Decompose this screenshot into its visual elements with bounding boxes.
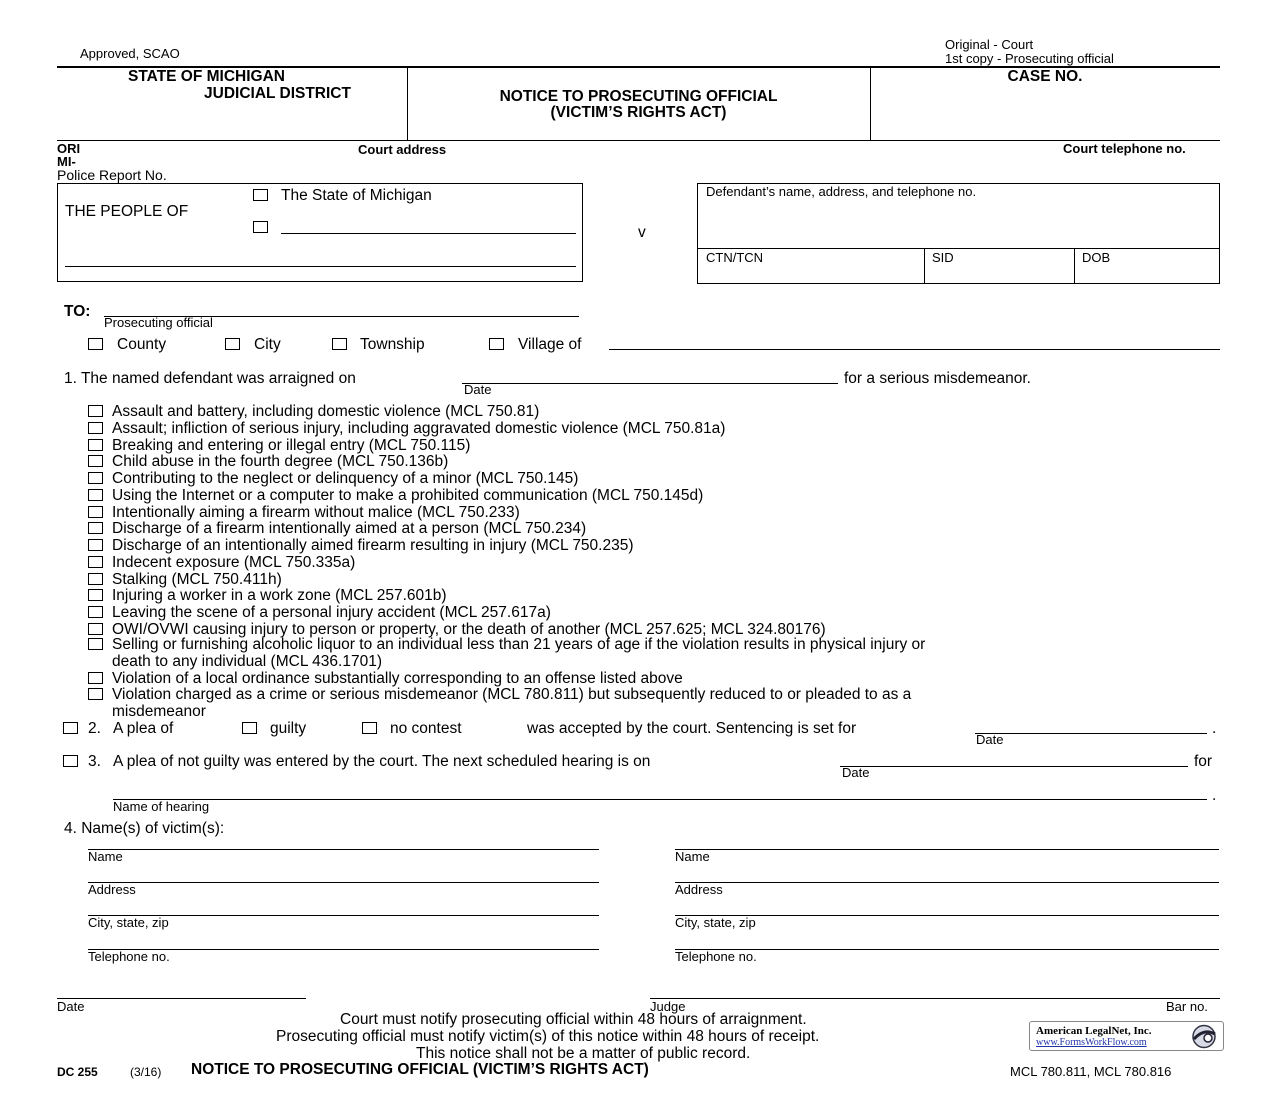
form-title-line2: (VICTIM’S RIGHTS ACT) bbox=[550, 104, 727, 121]
logo-globe-icon bbox=[1188, 1024, 1220, 1049]
offense-reduced-line2: misdemeanor bbox=[112, 703, 206, 720]
other-plaintiff-field[interactable] bbox=[281, 233, 576, 234]
item3-number: 3. bbox=[88, 753, 101, 770]
village-checkbox[interactable] bbox=[489, 338, 504, 350]
township-checkbox[interactable] bbox=[332, 338, 347, 350]
case-no-label: CASE NO. bbox=[1007, 68, 1083, 85]
item1-text-after: for a serious misdemeanor. bbox=[844, 370, 1031, 387]
plaintiff-extra-field[interactable] bbox=[65, 266, 576, 267]
victim2-name-field[interactable] bbox=[675, 849, 1219, 850]
victim2-address-label: Address bbox=[675, 882, 723, 897]
offense-checkbox-local[interactable] bbox=[88, 672, 103, 684]
offense-checkbox[interactable] bbox=[88, 556, 103, 568]
victim1-address-field[interactable] bbox=[88, 882, 599, 883]
people-of-label: THE PEOPLE OF bbox=[65, 203, 189, 220]
offense-label: Indecent exposure (MCL 750.335a) bbox=[112, 554, 356, 571]
offense-checkbox[interactable] bbox=[88, 506, 103, 518]
sid-dob-divider bbox=[1074, 249, 1075, 283]
offense-label: Assault and battery, including domestic violence (MCL 750.81) bbox=[112, 403, 540, 420]
item3-period: . bbox=[1212, 787, 1217, 804]
victim2-telephone-label: Telephone no. bbox=[675, 949, 757, 964]
offense-checkbox-liquor[interactable] bbox=[88, 638, 103, 650]
victim2-city-field[interactable] bbox=[675, 915, 1219, 916]
hearing-date-label: Date bbox=[842, 765, 870, 780]
state-of-michigan-label: The State of Michigan bbox=[281, 187, 432, 204]
offense-label: Discharge of an intentionally aimed firearm resulting in injury (MCL 750.235) bbox=[112, 537, 634, 554]
defendant-box-divider bbox=[697, 248, 1220, 249]
state-label: STATE OF MICHIGAN bbox=[128, 68, 285, 85]
sentencing-date-field[interactable] bbox=[975, 733, 1207, 734]
judge-signature-field[interactable] bbox=[650, 998, 1220, 999]
offense-label: Breaking and entering or illegal entry (MCL 750.115) bbox=[112, 437, 471, 454]
signature-date-field[interactable] bbox=[57, 998, 306, 999]
county-checkbox[interactable] bbox=[88, 338, 103, 350]
offense-liquor-line2: death to any individual (MCL 436.1701) bbox=[112, 653, 382, 670]
item2-period: . bbox=[1212, 720, 1217, 737]
arraignment-date-field[interactable] bbox=[462, 383, 838, 384]
court-telephone-label: Court telephone no. bbox=[1063, 141, 1186, 156]
guilty-label: guilty bbox=[270, 720, 307, 737]
offense-checkbox[interactable] bbox=[88, 606, 103, 618]
mi-label: MI- bbox=[57, 154, 76, 169]
notice-line3: This notice shall not be a matter of public record. bbox=[416, 1045, 751, 1062]
form-title-line1: NOTICE TO PROSECUTING OFFICIAL bbox=[499, 88, 778, 105]
footer-mcl: MCL 780.811, MCL 780.816 bbox=[1010, 1064, 1172, 1079]
versus-label: v bbox=[638, 224, 646, 241]
dob-label: DOB bbox=[1082, 250, 1111, 265]
hearing-date-field[interactable] bbox=[840, 766, 1188, 767]
sentencing-date-label: Date bbox=[976, 732, 1004, 747]
offense-label: Contributing to the neglect or delinquency of a minor (MCL 750.145) bbox=[112, 470, 579, 487]
offense-label: Assault; infliction of serious injury, including aggravated domestic violence (MCL 750.81a) bbox=[112, 420, 726, 437]
bar-no-label: Bar no. bbox=[1166, 999, 1208, 1014]
accepted-text: was accepted by the court. Sentencing is set for bbox=[527, 720, 857, 737]
notice-line1: Court must notify prosecuting official within 48 hours of arraignment. bbox=[340, 1011, 807, 1028]
form-number: DC 255 bbox=[57, 1065, 98, 1079]
item4-title: 4. Name(s) of victim(s): bbox=[64, 820, 225, 837]
offense-checkbox[interactable] bbox=[88, 455, 103, 467]
header-bottom-rule bbox=[57, 140, 1220, 141]
offense-checkbox[interactable] bbox=[88, 489, 103, 501]
offense-checkbox[interactable] bbox=[88, 623, 103, 635]
copy-original-text: Original - Court bbox=[945, 37, 1034, 52]
victim1-name-field[interactable] bbox=[88, 849, 599, 850]
victim1-telephone-label: Telephone no. bbox=[88, 949, 170, 964]
legalnet-logo[interactable] bbox=[1029, 1021, 1224, 1051]
hearing-name-field[interactable] bbox=[113, 799, 1207, 800]
offense-label: OWI/OVWI causing injury to person or property, or the death of another (MCL 257.625; MCL 324.80176) bbox=[112, 621, 826, 638]
offense-label: Child abuse in the fourth degree (MCL 750.136b) bbox=[112, 453, 449, 470]
offense-checkbox[interactable] bbox=[88, 422, 103, 434]
offense-checkbox-reduced[interactable] bbox=[88, 688, 103, 700]
plea-of-label: A plea of bbox=[113, 720, 174, 737]
form-revision: (3/16) bbox=[130, 1065, 162, 1079]
victim2-name-label: Name bbox=[675, 849, 710, 864]
city-label: City bbox=[254, 336, 281, 353]
court-address-label: Court address bbox=[358, 142, 447, 157]
sid-label: SID bbox=[932, 250, 954, 265]
state-of-michigan-checkbox[interactable] bbox=[253, 189, 268, 201]
guilty-checkbox[interactable] bbox=[242, 722, 257, 734]
logo-company-name: American LegalNet, Inc. bbox=[1036, 1025, 1152, 1037]
offense-checkbox[interactable] bbox=[88, 405, 103, 417]
township-label: Township bbox=[360, 336, 425, 353]
offense-reduced-line1: Violation charged as a crime or serious misdemeanor (MCL 780.811) but subsequently reduced to or pleaded to as a bbox=[112, 686, 912, 703]
offense-checkbox[interactable] bbox=[88, 573, 103, 585]
item2-number: 2. bbox=[88, 720, 101, 737]
arraignment-date-label: Date bbox=[464, 382, 492, 397]
victim2-address-field[interactable] bbox=[675, 882, 1219, 883]
no-contest-label: no contest bbox=[390, 720, 462, 737]
signature-date-label: Date bbox=[57, 999, 85, 1014]
district-label: JUDICIAL DISTRICT bbox=[204, 85, 351, 102]
offense-label: Stalking (MCL 750.411h) bbox=[112, 571, 282, 588]
city-checkbox[interactable] bbox=[225, 338, 240, 350]
offense-label: Injuring a worker in a work zone (MCL 257.601b) bbox=[112, 587, 447, 604]
copy-first-text: 1st copy - Prosecuting official bbox=[945, 51, 1114, 66]
county-label: County bbox=[117, 336, 167, 353]
offense-label: Leaving the scene of a personal injury accident (MCL 257.617a) bbox=[112, 604, 551, 621]
offense-checkbox[interactable] bbox=[88, 522, 103, 534]
offense-checkbox[interactable] bbox=[88, 539, 103, 551]
victim2-city-label: City, state, zip bbox=[675, 915, 756, 930]
item3-for: for bbox=[1194, 753, 1213, 770]
victim1-city-label: City, state, zip bbox=[88, 915, 169, 930]
defendant-label: Defendant’s name, address, and telephone no. bbox=[706, 184, 977, 199]
offense-label: Using the Internet or a computer to make a prohibited communication (MCL 750.145d) bbox=[112, 487, 704, 504]
offense-local-label: Violation of a local ordinance substantially corresponding to an offense listed above bbox=[112, 670, 683, 687]
police-report-label: Police Report No. bbox=[57, 167, 167, 183]
offense-label: Discharge of a firearm intentionally aimed at a person (MCL 750.234) bbox=[112, 520, 587, 537]
village-of-label: Village of bbox=[518, 336, 582, 353]
footer-title: NOTICE TO PROSECUTING OFFICIAL (VICTIM’S RIGHTS ACT) bbox=[191, 1061, 649, 1078]
ctn-tcn-label: CTN/TCN bbox=[706, 250, 764, 265]
hearing-name-label: Name of hearing bbox=[113, 799, 210, 814]
ctn-sid-divider bbox=[924, 249, 925, 283]
offense-checkbox[interactable] bbox=[88, 589, 103, 601]
logo-url-link[interactable]: www.FormsWorkFlow.com bbox=[1036, 1037, 1147, 1048]
offense-liquor-line1: Selling or furnishing alcoholic liquor to an individual less than 21 years of age if the violation results in physical injury or bbox=[112, 636, 926, 653]
item1-text: 1. The named defendant was arraigned on bbox=[64, 370, 356, 387]
victim1-name-label: Name bbox=[88, 849, 123, 864]
prosecuting-official-label: Prosecuting official bbox=[104, 315, 213, 330]
offense-checkbox[interactable] bbox=[88, 472, 103, 484]
item3-text: A plea of not guilty was entered by the court. The next scheduled hearing is on bbox=[113, 753, 651, 770]
item3-checkbox[interactable] bbox=[63, 755, 78, 767]
offense-label: Intentionally aiming a firearm without malice (MCL 750.233) bbox=[112, 504, 520, 521]
judge-label: Judge bbox=[650, 999, 686, 1014]
ori-label: ORI bbox=[57, 141, 81, 156]
other-plaintiff-checkbox[interactable] bbox=[253, 221, 268, 233]
item2-checkbox[interactable] bbox=[63, 722, 78, 734]
no-contest-checkbox[interactable] bbox=[362, 722, 377, 734]
municipality-field[interactable] bbox=[609, 349, 1220, 350]
approved-text: Approved, SCAO bbox=[80, 46, 180, 61]
offense-checkbox[interactable] bbox=[88, 439, 103, 451]
notice-line2: Prosecuting official must notify victim(s) of this notice within 48 hours of receipt. bbox=[276, 1028, 820, 1045]
to-label: TO: bbox=[64, 303, 91, 320]
victim1-address-label: Address bbox=[88, 882, 136, 897]
